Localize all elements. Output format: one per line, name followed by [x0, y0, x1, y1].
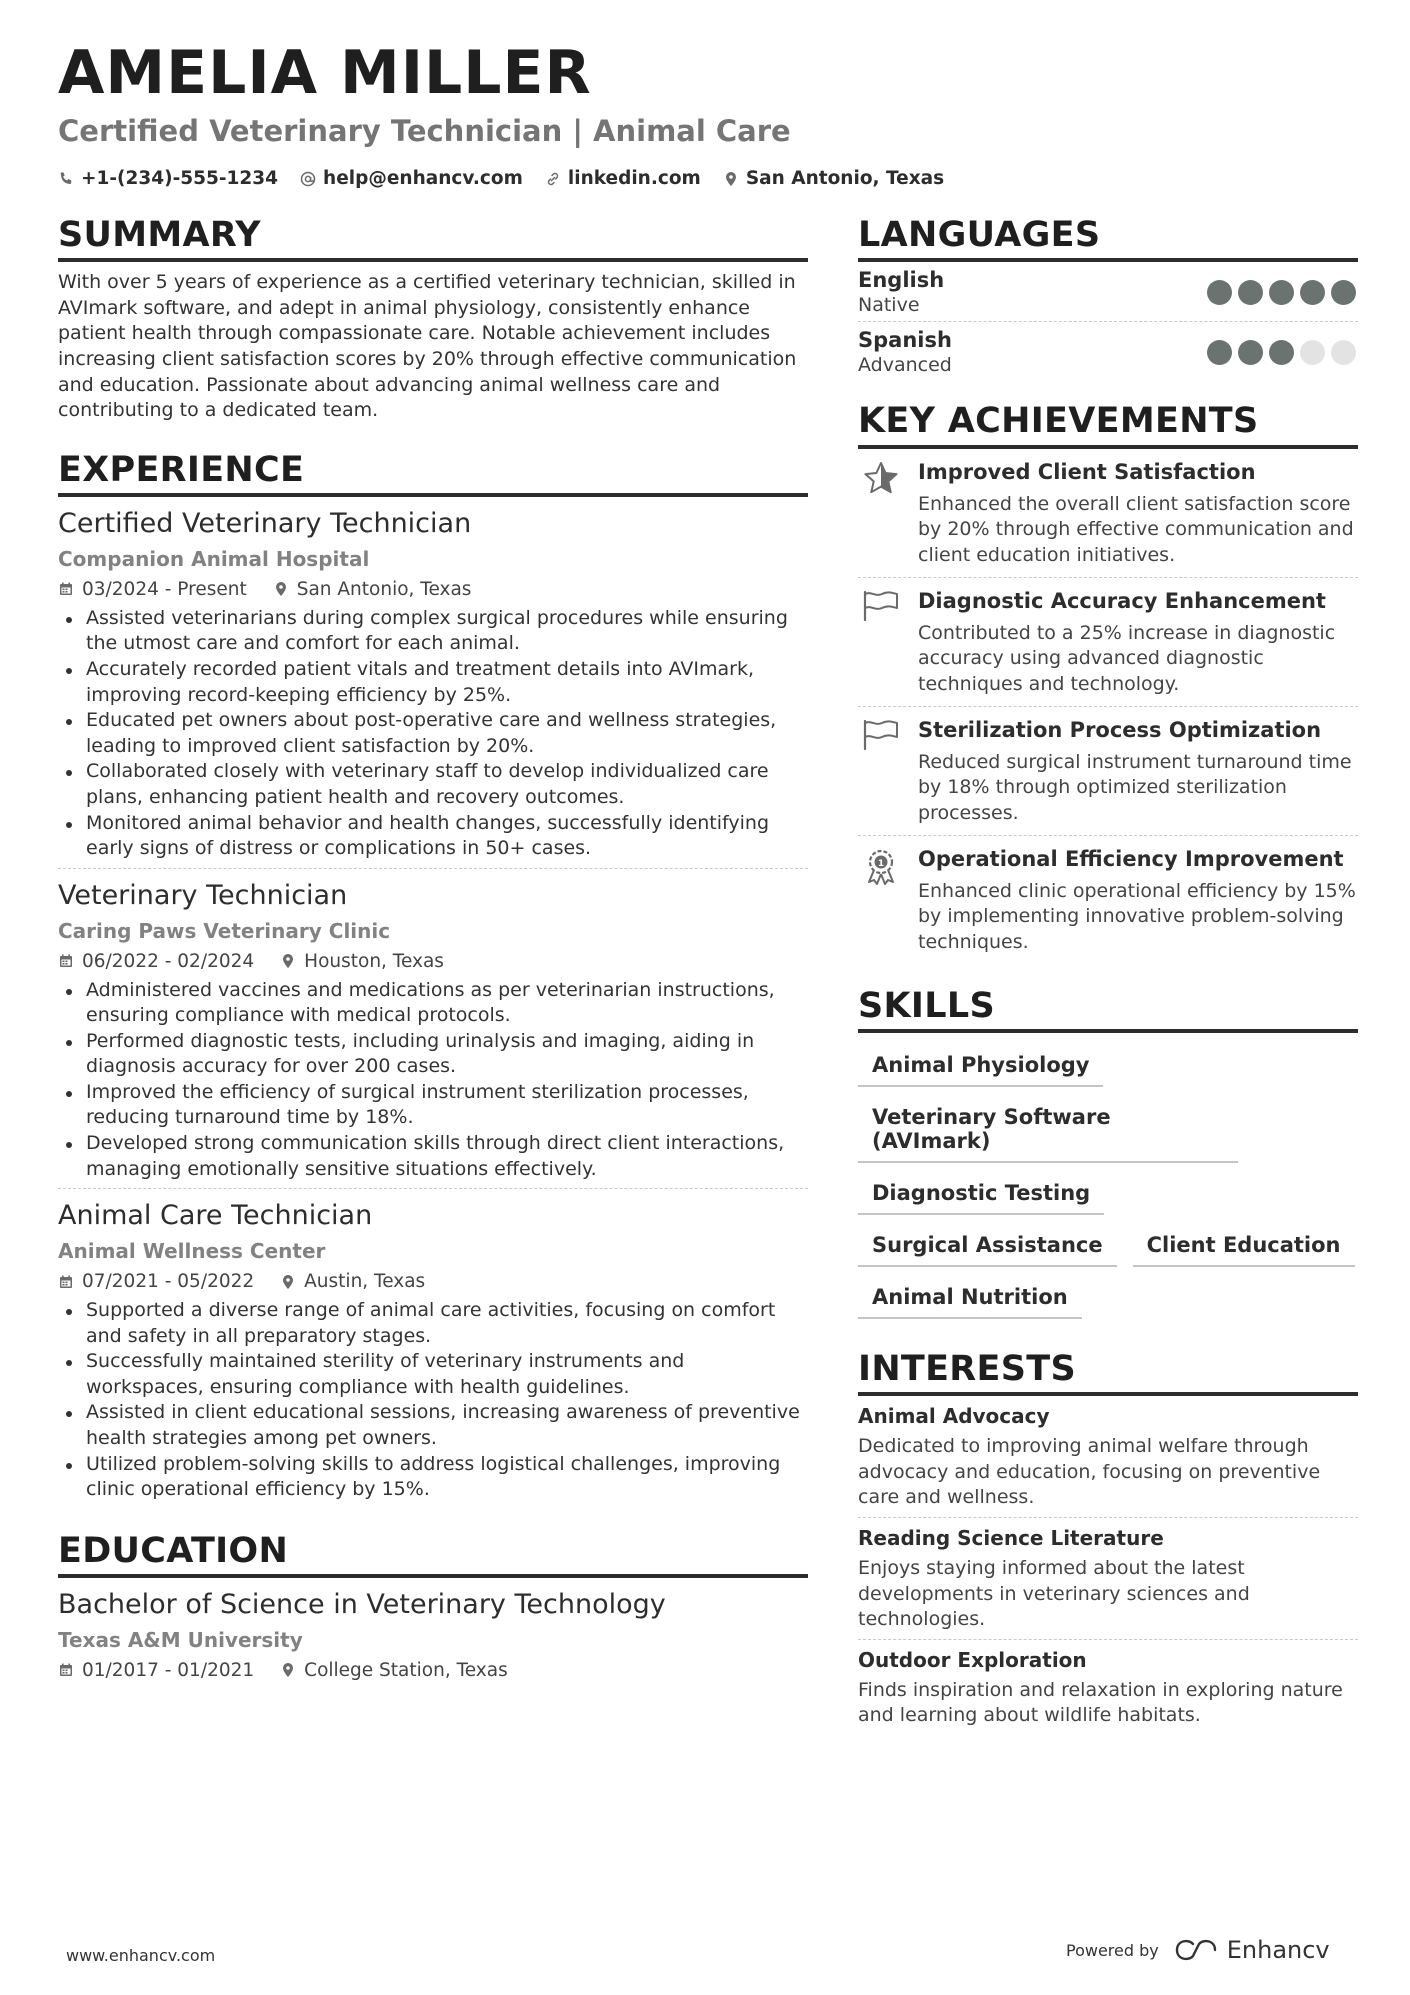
achievement-title: Sterilization Process Optimization: [918, 717, 1322, 742]
candidate-name: AMELIA MILLER: [58, 38, 592, 108]
achievement-desc: Enhanced the overall client satisfaction score by 20% through effective communication and client education initiatives.: [918, 492, 1354, 566]
interest-title: Reading Science Literature: [858, 1525, 1164, 1550]
contact-email[interactable]: [300, 168, 523, 189]
job-company: Companion Animal Hospital: [58, 546, 370, 571]
flag-icon: [862, 719, 900, 751]
job-meta: [58, 951, 808, 972]
footer-branding[interactable]: [1066, 1936, 1330, 1964]
job-title: Certified Veterinary Technician: [58, 508, 472, 540]
achievements-section: [858, 401, 1358, 963]
job-company: Caring Paws Veterinary Clinic: [58, 918, 391, 943]
interest-item: [858, 1518, 1358, 1640]
experience-heading: EXPERIENCE: [58, 450, 808, 497]
bullet-item: Assisted in client educational sessions, increasing awareness of preventive health strategies among pet owners.: [58, 1400, 808, 1451]
skill-tag: Client Education: [1133, 1221, 1355, 1267]
phone-icon: [58, 171, 74, 187]
interest-desc: Dedicated to improving animal welfare through advocacy and education, focusing on preventive care and wellness.: [858, 1435, 1321, 1509]
skill-tag: Diagnostic Testing: [858, 1169, 1104, 1215]
bullet-item: Improved the efficiency of surgical instrument sterilization processes, reducing turnaround time by 18%.: [58, 1080, 808, 1131]
education-dates-text: 01/2017 - 01/2021: [82, 1659, 255, 1681]
location-pin-icon: [273, 581, 289, 597]
bullet-item: Performed diagnostic tests, including urinalysis and imaging, aiding in diagnosis accuracy for over 200 cases.: [58, 1029, 808, 1080]
skill-tag: Surgical Assistance: [858, 1221, 1117, 1267]
interest-item: [858, 1396, 1358, 1518]
summary-section: [58, 215, 808, 424]
bullet-item: Administered vaccines and medications as per veterinarian instructions, ensuring compliance with medical protocols.: [58, 978, 808, 1029]
interest-desc: Finds inspiration and relaxation in exploring nature and learning about wildlife habitats.: [858, 1678, 1343, 1727]
language-item: [858, 322, 1358, 381]
language-level: Advanced: [858, 354, 952, 377]
contact-location: [723, 168, 944, 189]
job-bullets: [58, 606, 808, 862]
job-dates-text: 06/2022 - 02/2024: [82, 950, 255, 972]
bullet-item: Monitored animal behavior and health changes, successfully identifying early signs of distress or complications in 50+ cases.: [58, 811, 808, 862]
flag-icon: [862, 590, 900, 622]
candidate-title: Certified Veterinary Technician | Animal Care: [58, 114, 791, 148]
brand-logo: [1173, 1936, 1330, 1964]
degree-title: Bachelor of Science in Veterinary Technology: [58, 1589, 666, 1620]
award-ribbon-icon: [864, 848, 898, 886]
star-icon: [863, 461, 899, 495]
job-dates: [58, 579, 247, 600]
brand-name: Enhancv: [1226, 1936, 1330, 1964]
achievement-title: Diagnostic Accuracy Enhancement: [918, 588, 1326, 613]
enhancv-logo-icon: [1173, 1938, 1219, 1962]
achievement-desc: Contributed to a 25% increase in diagnostic accuracy using advanced diagnostic techniques and technology.: [918, 621, 1336, 695]
skill-tag: Veterinary Software (AVImark): [858, 1093, 1238, 1163]
job-title: Veterinary Technician: [58, 879, 348, 911]
bullet-item: Educated pet owners about post-operative care and wellness strategies, leading to improved client satisfaction by 20%.: [58, 708, 808, 759]
summary-heading: SUMMARY: [58, 215, 808, 262]
left-column: [58, 215, 808, 1707]
achievement-desc: Reduced surgical instrument turnaround time by 18% through optimized sterilization processes.: [918, 750, 1352, 824]
location-pin-icon: [723, 171, 739, 187]
svg-text:1: 1: [877, 858, 885, 869]
achievement-title: Improved Client Satisfaction: [918, 459, 1256, 484]
bullet-item: Utilized problem-solving skills to address logistical challenges, improving clinic operational efficiency by 15%.: [58, 1452, 808, 1503]
rating-dot-filled: [1300, 280, 1325, 305]
job-location-text: Houston, Texas: [304, 950, 444, 972]
rating-dot-filled: [1207, 340, 1232, 365]
interest-title: Outdoor Exploration: [858, 1647, 1087, 1672]
interest-title: Animal Advocacy: [858, 1404, 1050, 1429]
contact-phone[interactable]: [58, 168, 278, 189]
job-meta: [58, 1271, 808, 1292]
rating-dot-empty: [1300, 340, 1325, 365]
job-location: [273, 579, 472, 600]
language-rating: [1207, 340, 1356, 365]
achievements-heading: KEY ACHIEVEMENTS: [858, 401, 1358, 448]
education-entry: [58, 1578, 808, 1681]
contact-linkedin[interactable]: [545, 168, 701, 189]
summary-text: With over 5 years of experience as a certified veterinary technician, skilled in AVImark software, and adept in animal physiology, consistently enhance patient health through compassionate care. Notable achievement includes increasing client satisfaction scores by 20% through effective communication and education. Passionate about advancing animal wellness care and contributing to a dedicated team.: [58, 271, 797, 422]
phone-text: +1-(234)-555-1234: [81, 168, 279, 189]
location-text: San Antonio, Texas: [745, 168, 945, 189]
achievement-desc: Enhanced clinic operational efficiency by 15% by implementing innovative problem-solving techniques.: [918, 879, 1356, 954]
bullet-item: Accurately recorded patient vitals and treatment details into AVImark, improving record-keeping efficiency by 25%.: [58, 657, 808, 708]
skill-tag: Animal Physiology: [858, 1041, 1103, 1087]
education-section: [58, 1531, 808, 1681]
rating-dot-filled: [1238, 340, 1263, 365]
achievement-title: Operational Efficiency Improvement: [918, 846, 1344, 871]
language-level: Native: [858, 294, 920, 317]
experience-entry: [58, 869, 808, 1190]
calendar-icon: [58, 1662, 74, 1678]
rating-dot-empty: [1331, 340, 1356, 365]
rating-dot-filled: [1269, 340, 1294, 365]
location-pin-icon: [280, 1274, 296, 1290]
experience-entry: [58, 1189, 808, 1509]
skills-section: [858, 986, 1358, 1319]
bullet-item: Supported a diverse range of animal care activities, focusing on comfort and safety in all preparatory stages.: [58, 1298, 808, 1349]
job-location: [280, 951, 444, 972]
job-location-text: San Antonio, Texas: [296, 578, 472, 600]
job-meta: [58, 579, 808, 600]
job-bullets: [58, 1298, 808, 1503]
experience-entry: [58, 497, 808, 869]
rating-dot-filled: [1238, 280, 1263, 305]
interest-desc: Enjoys staying informed about the latest developments in veterinary sciences and technologies.: [858, 1556, 1250, 1631]
rating-dot-filled: [1269, 280, 1294, 305]
interests-section: [858, 1349, 1358, 1735]
job-title: Animal Care Technician: [58, 1200, 373, 1232]
skills-list: [858, 1041, 1358, 1319]
education-location-text: College Station, Texas: [304, 1659, 508, 1681]
email-text: help@enhancv.com: [323, 168, 523, 189]
education-heading: EDUCATION: [58, 1531, 808, 1578]
education-meta: [58, 1660, 808, 1681]
bullet-item: Developed strong communication skills through direct client interactions, managing emotionally sensitive situations effectively.: [58, 1131, 808, 1182]
interest-item: [858, 1640, 1358, 1735]
calendar-icon: [58, 1274, 74, 1290]
rating-dot-filled: [1207, 280, 1232, 305]
skill-tag: Animal Nutrition: [858, 1273, 1082, 1319]
calendar-icon: [58, 581, 74, 597]
footer-website[interactable]: www.enhancv.com: [66, 1946, 216, 1965]
contact-bar: [58, 168, 944, 189]
experience-section: [58, 450, 808, 1509]
bullet-item: Successfully maintained sterility of veterinary instruments and workspaces, ensuring compliance with health guidelines.: [58, 1349, 808, 1400]
bullet-item: Assisted veterinarians during complex surgical procedures while ensuring the utmost care and comfort for each animal.: [58, 606, 808, 657]
job-bullets: [58, 978, 808, 1183]
bullet-item: Collaborated closely with veterinary staff to develop individualized care plans, enhancing patient health and recovery outcomes.: [58, 759, 808, 810]
achievement-item: [858, 449, 1358, 578]
language-name: English: [858, 268, 945, 293]
achievement-item: [858, 836, 1358, 964]
job-dates: [58, 951, 254, 972]
powered-by-label: Powered by: [1066, 1940, 1159, 1960]
interests-heading: INTERESTS: [858, 1349, 1358, 1396]
job-dates-text: 03/2024 - Present: [82, 578, 247, 600]
languages-heading: LANGUAGES: [858, 215, 1358, 262]
at-icon: [300, 171, 316, 187]
location-pin-icon: [280, 953, 296, 969]
job-dates-text: 07/2021 - 05/2022: [82, 1271, 255, 1292]
right-column: [858, 215, 1358, 1761]
achievement-item: [858, 707, 1358, 836]
school-name: Texas A&M University: [58, 1627, 303, 1652]
language-item: [858, 262, 1358, 322]
education-location: [280, 1660, 508, 1681]
calendar-icon: [58, 953, 74, 969]
linkedin-text: linkedin.com: [567, 168, 701, 189]
link-icon: [545, 171, 561, 187]
job-location: [280, 1271, 425, 1292]
skills-heading: SKILLS: [858, 986, 1358, 1033]
achievement-item: [858, 578, 1358, 707]
language-rating: [1207, 280, 1356, 305]
job-dates: [58, 1271, 254, 1292]
location-pin-icon: [280, 1662, 296, 1678]
language-name: Spanish: [858, 328, 952, 353]
job-company: Animal Wellness Center: [58, 1239, 326, 1263]
rating-dot-filled: [1331, 280, 1356, 305]
education-dates: [58, 1660, 254, 1681]
job-location-text: Austin, Texas: [304, 1271, 426, 1292]
languages-section: [858, 215, 1358, 381]
